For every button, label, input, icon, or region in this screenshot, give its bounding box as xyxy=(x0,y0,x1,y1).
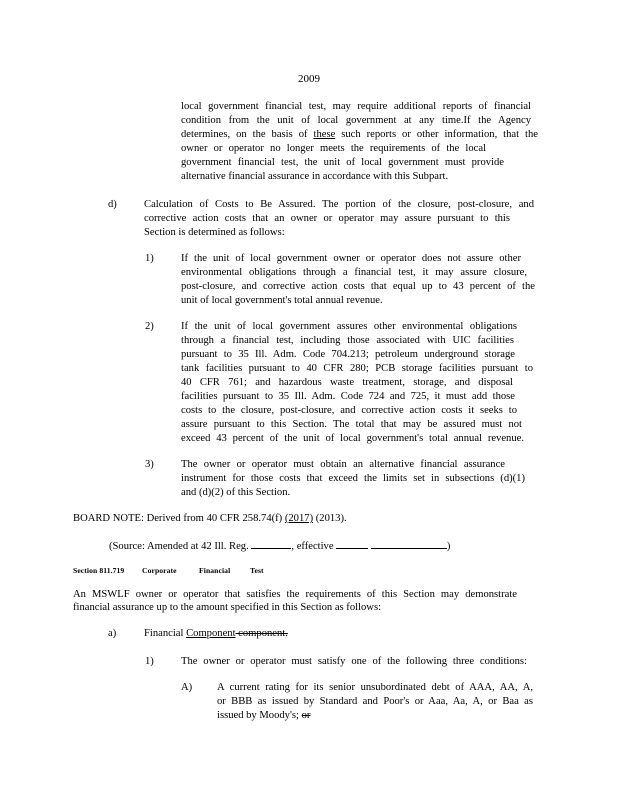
item-a1-text: The owner or operator must satisfy one of the following three conditions: xyxy=(181,656,527,667)
text-line: financial assurance up to the amount specified in this Section as follows: xyxy=(73,602,382,613)
text-line: determines, on the basis of these such reports or other information, that the xyxy=(181,129,538,140)
underlined-insertion: (2017) xyxy=(284,513,314,524)
subsection-a-heading: Financial Component component. xyxy=(144,628,288,639)
item-label-2: 2) xyxy=(145,321,154,332)
text-line: unit of local government's total annual revenue. xyxy=(181,295,383,306)
subsection-label-a: a) xyxy=(108,628,117,639)
struck-deletion: component. xyxy=(235,628,288,639)
struck-deletion: or xyxy=(301,710,311,721)
item-label-1: 1) xyxy=(145,253,154,264)
text-line: costs to the closure, post-closure, and corrective action costs it seeks to xyxy=(181,405,517,416)
item-label-A: A) xyxy=(181,682,193,693)
underlined-insertion: these xyxy=(313,129,336,140)
text-line: corrective action costs that an owner or operator may assure pursuant to this xyxy=(144,213,510,224)
board-note: BOARD NOTE: Derived from 40 CFR 258.74(f) (2017) (2013). xyxy=(73,513,347,524)
text-line: If the unit of local government assures other environmental obligations xyxy=(181,321,517,332)
underlined-insertion: Component xyxy=(186,628,236,639)
text-line: or BBB as issued by Standard and Poor's or Aaa, Aa, A, or Baa as xyxy=(217,696,533,707)
section-title-word: Corporate xyxy=(142,566,177,575)
text-line: environmental obligations through a financial test, it may assure closure, xyxy=(181,267,527,278)
text-line: assure pursuant to this Section. The total that may be assured must not xyxy=(181,419,522,430)
source-note: (Source: Amended at 42 Ill. Reg. , effective ) xyxy=(109,538,529,554)
page-number: 2009 xyxy=(298,73,320,85)
text-line: exceed 43 percent of the unit of local government's total annual revenue. xyxy=(181,433,524,444)
section-title-word: Financial xyxy=(199,566,231,575)
text-line: Calculation of Costs to Be Assured. The portion of the closure, post-closure, and xyxy=(144,199,534,210)
text-line: owner or operator no longer meets the requirements of the local xyxy=(181,143,486,154)
text-line: facilities pursuant to 35 Ill. Adm. Code 724 and 725, it must add those xyxy=(181,391,515,402)
blank-line xyxy=(251,538,291,549)
blank-line xyxy=(371,538,447,549)
text-line: Section is determined as follows: xyxy=(144,227,285,238)
text-line: The owner or operator must obtain an alternative financial assurance xyxy=(181,459,505,470)
text-line: government financial test, the unit of local government must provide xyxy=(181,157,504,168)
text-line: and (d)(2) of this Section. xyxy=(181,487,291,498)
item-label-3: 3) xyxy=(145,459,154,470)
text-line: 40 CFR 761; and hazardous waste treatment, storage, and disposal xyxy=(181,377,513,388)
text-line: condition from the unit of local government at any time.If the Agency xyxy=(181,115,531,126)
text-line: alternative financial assurance in accordance with this Subpart. xyxy=(181,171,449,182)
text-line: local government financial test, may require additional reports of financial xyxy=(181,101,531,112)
text-line: through a financial test, including those associated with UIC facilities xyxy=(181,335,514,346)
section-title-word: Test xyxy=(250,566,264,575)
subsection-label-d: d) xyxy=(108,199,117,210)
text-line: If the unit of local government owner or operator does not assure other xyxy=(181,253,521,264)
text-line: A current rating for its senior unsubordinated debt of AAA, AA, A, xyxy=(217,682,533,693)
text-line: instrument for those costs that exceed the limits set in subsections (d)(1) xyxy=(181,473,525,484)
section-number: Section 811.719 xyxy=(73,566,125,575)
text-line: pursuant to 35 Ill. Adm. Code 704.213; petroleum underground storage xyxy=(181,349,515,360)
text-line: post-closure, and corrective action costs that equal up to 43 percent of the xyxy=(181,281,535,292)
text-line: tank facilities pursuant to 40 CFR 280; PCB storage facilities pursuant to xyxy=(181,363,533,374)
text-line: An MSWLF owner or operator that satisfies the requirements of this Section may demonstrate xyxy=(73,589,517,600)
text-line: issued by Moody's; or xyxy=(217,710,311,721)
blank-line xyxy=(336,538,368,549)
item-label-1: 1) xyxy=(145,656,154,667)
